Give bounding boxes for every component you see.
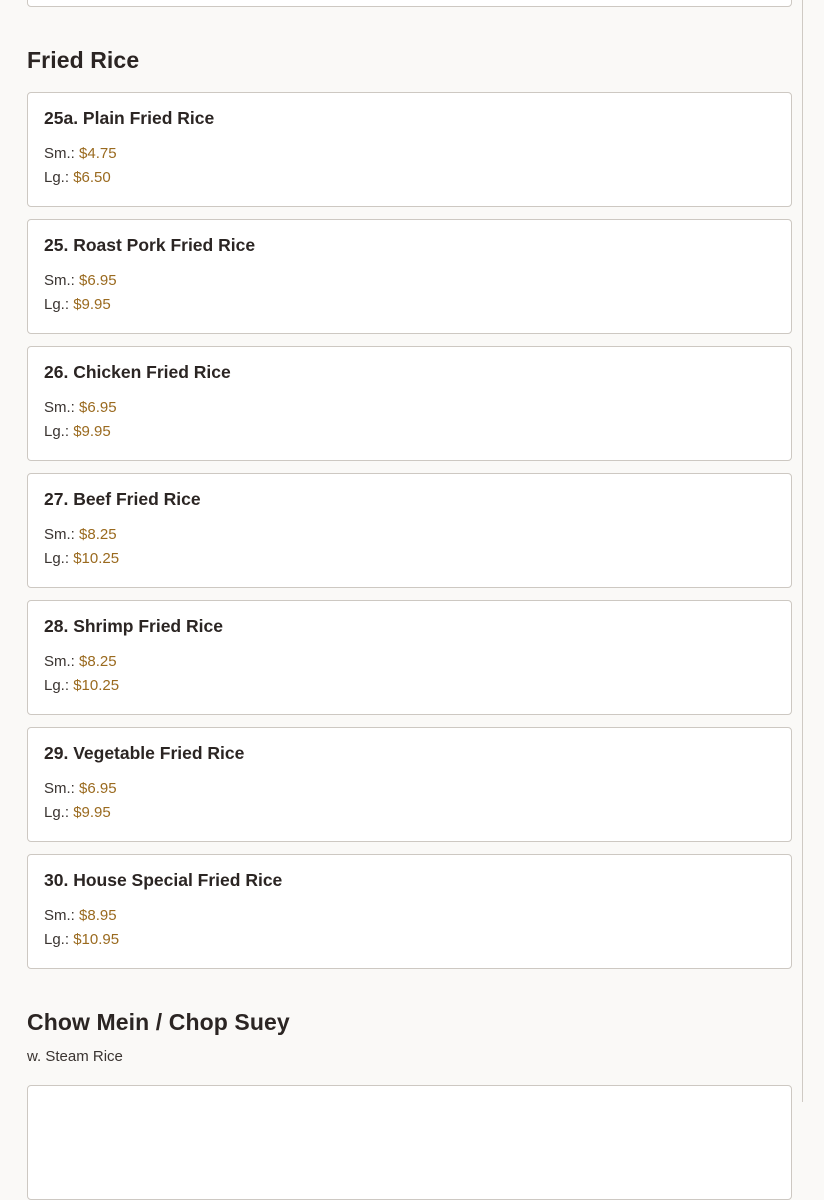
large-size-label: Lg.: xyxy=(44,931,70,948)
small-size-label: Sm.: xyxy=(44,399,75,416)
small-price-line xyxy=(44,526,117,543)
small-price: $8.95 xyxy=(79,907,117,924)
large-price: $10.25 xyxy=(73,677,120,694)
menu-item-name: 27. Beef Fried Rice xyxy=(44,489,201,509)
menu-item-card[interactable] xyxy=(27,600,792,715)
large-price: $9.95 xyxy=(73,423,111,440)
large-size-label: Lg.: xyxy=(44,677,70,694)
section-title-chow-mein: Chow Mein / Chop Suey xyxy=(27,1009,290,1035)
small-price: $6.95 xyxy=(79,272,117,289)
menu-item-card-partial[interactable] xyxy=(27,1085,792,1200)
menu-item-card[interactable] xyxy=(27,854,792,969)
menu-item-card[interactable] xyxy=(27,219,792,334)
large-price-line xyxy=(44,550,119,567)
menu-item-card[interactable] xyxy=(27,727,792,842)
menu-item-name: 30. House Special Fried Rice xyxy=(44,870,283,890)
large-price-line xyxy=(44,804,111,821)
menu-item-card[interactable] xyxy=(27,92,792,207)
small-price-line xyxy=(44,780,117,797)
menu-item-name: 29. Vegetable Fried Rice xyxy=(44,743,245,763)
small-price: $8.25 xyxy=(79,526,117,543)
menu-item-card-partial[interactable] xyxy=(27,0,792,7)
large-size-label: Lg.: xyxy=(44,423,70,440)
small-price: $4.75 xyxy=(79,145,117,162)
large-price: $9.95 xyxy=(73,296,111,313)
small-price-line xyxy=(44,653,117,670)
large-price: $9.95 xyxy=(73,804,111,821)
large-price-line xyxy=(44,423,111,440)
small-size-label: Sm.: xyxy=(44,145,75,162)
large-price-line xyxy=(44,169,111,186)
section-subtitle: w. Steam Rice xyxy=(27,1048,123,1065)
small-price: $6.95 xyxy=(79,399,117,416)
menu-item-card[interactable] xyxy=(27,473,792,588)
small-price: $6.95 xyxy=(79,780,117,797)
small-size-label: Sm.: xyxy=(44,272,75,289)
large-size-label: Lg.: xyxy=(44,550,70,567)
large-price-line xyxy=(44,296,111,313)
menu-item-name: 26. Chicken Fried Rice xyxy=(44,362,231,382)
large-size-label: Lg.: xyxy=(44,169,70,186)
large-price: $6.50 xyxy=(73,169,111,186)
large-size-label: Lg.: xyxy=(44,804,70,821)
section-title-fried-rice: Fried Rice xyxy=(27,47,140,73)
large-price-line xyxy=(44,677,119,694)
menu-item-name: 25. Roast Pork Fried Rice xyxy=(44,235,256,255)
small-price-line xyxy=(44,145,117,162)
menu-item-name: 25a. Plain Fried Rice xyxy=(44,108,215,128)
menu-item-card[interactable] xyxy=(27,346,792,461)
small-size-label: Sm.: xyxy=(44,653,75,670)
menu-item-name: 28. Shrimp Fried Rice xyxy=(44,616,223,636)
small-price-line xyxy=(44,399,117,416)
small-size-label: Sm.: xyxy=(44,780,75,797)
large-price: $10.95 xyxy=(73,931,120,948)
large-price-line xyxy=(44,931,119,948)
small-size-label: Sm.: xyxy=(44,907,75,924)
small-price-line xyxy=(44,907,117,924)
large-size-label: Lg.: xyxy=(44,296,70,313)
small-price: $8.25 xyxy=(79,653,117,670)
small-size-label: Sm.: xyxy=(44,526,75,543)
small-price-line xyxy=(44,272,117,289)
large-price: $10.25 xyxy=(73,550,120,567)
